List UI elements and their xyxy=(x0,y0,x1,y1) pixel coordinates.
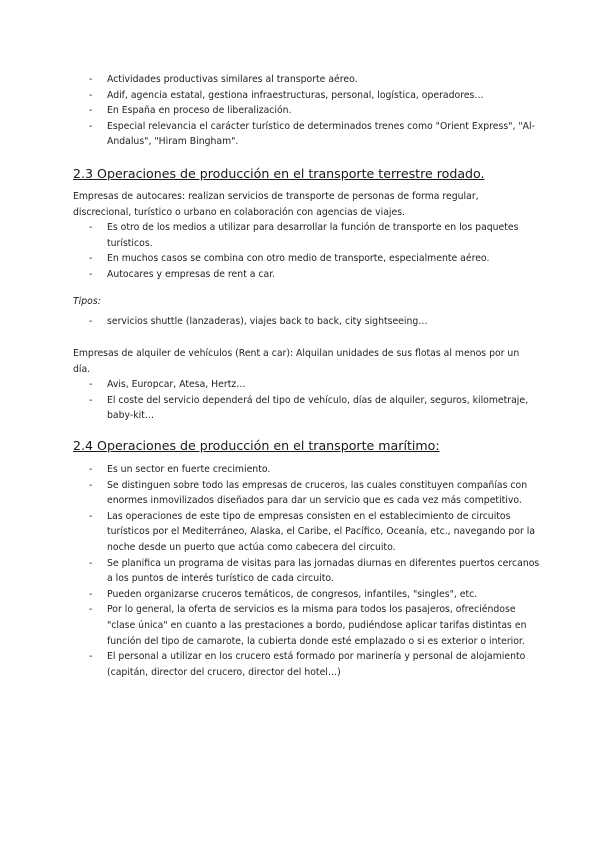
list-item: - Autocares y empresas de rent a car. xyxy=(0,267,600,283)
list-item: - Pueden organizarse cruceros temáticos, de congresos, infantiles, "singles", etc. xyxy=(0,587,600,603)
list-item: - Es otro de los medios a utilizar para desarrollar la función de transporte en los paquetes turísticos. xyxy=(0,220,600,251)
list-item: - Se distinguen sobre todo las empresas de cruceros, las cuales constituyen compañías con enormes inmovilizados diseñados para dar un servicio que es cada vez más competitivo. xyxy=(0,478,600,509)
list-item: - Actividades productivas similares al transporte aéreo. xyxy=(0,72,600,88)
section-2-3-heading: 2.3 Operaciones de producción en el transporte terrestre rodado. xyxy=(73,166,485,181)
list-item: - El coste del servicio dependerá del tipo de vehículo, días de alquiler, seguros, kilometraje, baby-kit… xyxy=(0,393,600,424)
list-item: - En España en proceso de liberalización. xyxy=(0,103,600,119)
list-item: - Por lo general, la oferta de servicios es la misma para todos los pasajeros, ofreciéndose "clase única" en cuanto a las prestaciones a bordo, pudiéndose aplicar tarifas distintas en función del tipo de camarote, la cubierta donde esté emplazado o si es exterior o interior. xyxy=(0,602,600,649)
section-2-4-heading: 2.4 Operaciones de producción en el transporte marítimo: xyxy=(73,438,440,453)
list-item: - servicios shuttle (lanzaderas), viajes back to back, city sightseeing… xyxy=(0,314,600,330)
list-item: - En muchos casos se combina con otro medio de transporte, especialmente aéreo. xyxy=(0,251,600,267)
coach-companies-paragraph: Empresas de autocares: realizan servicios de transporte de personas de forma regular, discrecional, turístico o urbano en colaboración con agencias de viajes. xyxy=(73,191,479,218)
types-label: Tipos: xyxy=(73,296,101,307)
list-item: - Se planifica un programa de visitas para las jornadas diurnas en diferentes puertos cercanos a los puntos de interés turístico de cada circuito. xyxy=(0,556,600,587)
list-item: - Adif, agencia estatal, gestiona infraestructuras, personal, logística, operadores… xyxy=(0,88,600,104)
rent-a-car-paragraph: Empresas de alquiler de vehículos (Rent a car): Alquilan unidades de sus flotas al menos por un día. xyxy=(73,348,520,375)
list-item: - Es un sector en fuerte crecimiento. xyxy=(0,462,600,478)
maritime-list xyxy=(0,462,600,680)
coach-list xyxy=(0,220,600,282)
rail-transport-list xyxy=(0,72,600,150)
rent-a-car-list xyxy=(0,377,600,424)
list-item: - Especial relevancia el carácter turístico de determinados trenes como "Orient Express", "Al-Andalus", "Hiram Bingham". xyxy=(0,119,600,150)
list-item: - El personal a utilizar en los crucero está formado por marinería y personal de alojamiento (capitán, director del crucero, director del hotel…) xyxy=(0,649,600,680)
list-item: - Avis, Europcar, Atesa, Hertz… xyxy=(0,377,600,393)
types-list xyxy=(0,314,600,330)
list-item: - Las operaciones de este tipo de empresas consisten en el establecimiento de circuitos turísticos por el Mediterráneo, Alaska, el Caribe, el Pacífico, Oceanía, etc., navegando por la noche desde un puerto que actúa como cabecera del circuito. xyxy=(0,509,600,556)
